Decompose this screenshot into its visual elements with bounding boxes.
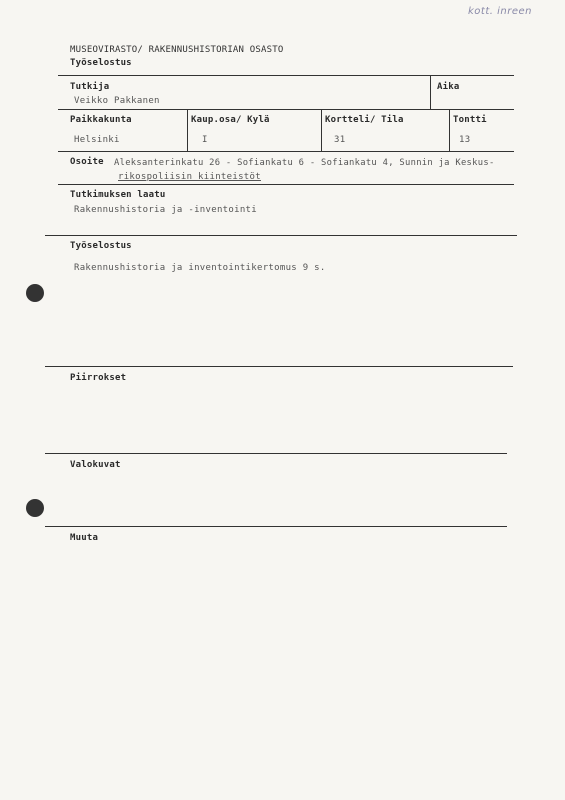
divider <box>58 109 514 110</box>
handwritten-note: kott. inreen <box>468 6 532 17</box>
paikkakunta-label: Paikkakunta <box>70 115 132 125</box>
divider <box>449 109 450 151</box>
punch-hole <box>26 499 44 517</box>
divider <box>45 366 513 367</box>
tutkimuksen-laatu-label: Tutkimuksen laatu <box>70 190 166 200</box>
tontti-value: 13 <box>459 135 471 145</box>
divider <box>58 75 514 76</box>
organization-header: MUSEOVIRASTO/ RAKENNUSHISTORIAN OSASTO <box>70 45 284 55</box>
piirrokset-label: Piirrokset <box>70 373 127 383</box>
tutkija-value: Veikko Pakkanen <box>74 96 160 106</box>
divider <box>58 184 514 185</box>
osoite-value-line2: rikospoliisin kiinteistöt <box>118 172 261 182</box>
divider <box>45 235 517 236</box>
paikkakunta-value: Helsinki <box>74 135 120 145</box>
osoite-value-line1: Aleksanterinkatu 26 - Sofiankatu 6 - Sofiankatu 4, Sunnin ja Keskus- <box>114 158 495 168</box>
divider <box>45 526 507 527</box>
kaupunginosa-value: I <box>202 135 208 145</box>
tyoselostus-label: Työselostus <box>70 241 132 251</box>
valokuvat-label: Valokuvat <box>70 460 121 470</box>
muuta-label: Muuta <box>70 533 99 543</box>
punch-hole <box>26 284 44 302</box>
aika-label: Aika <box>437 82 460 92</box>
divider <box>58 151 514 152</box>
kortteli-label: Kortteli/ Tila <box>325 115 404 125</box>
divider <box>430 75 431 109</box>
osoite-label: Osoite <box>70 157 104 167</box>
divider <box>45 453 507 454</box>
tutkimuksen-laatu-value: Rakennushistoria ja -inventointi <box>74 205 257 215</box>
tutkija-label: Tutkija <box>70 82 110 92</box>
kaupunginosa-label: Kaup.osa/ Kylä <box>191 115 270 125</box>
kortteli-value: 31 <box>334 135 346 145</box>
tyoselostus-value: Rakennushistoria ja inventointikertomus 9 s. <box>74 263 326 273</box>
divider <box>321 109 322 151</box>
divider <box>187 109 188 151</box>
tontti-label: Tontti <box>453 115 487 125</box>
document-type-title: Työselostus <box>70 58 132 68</box>
